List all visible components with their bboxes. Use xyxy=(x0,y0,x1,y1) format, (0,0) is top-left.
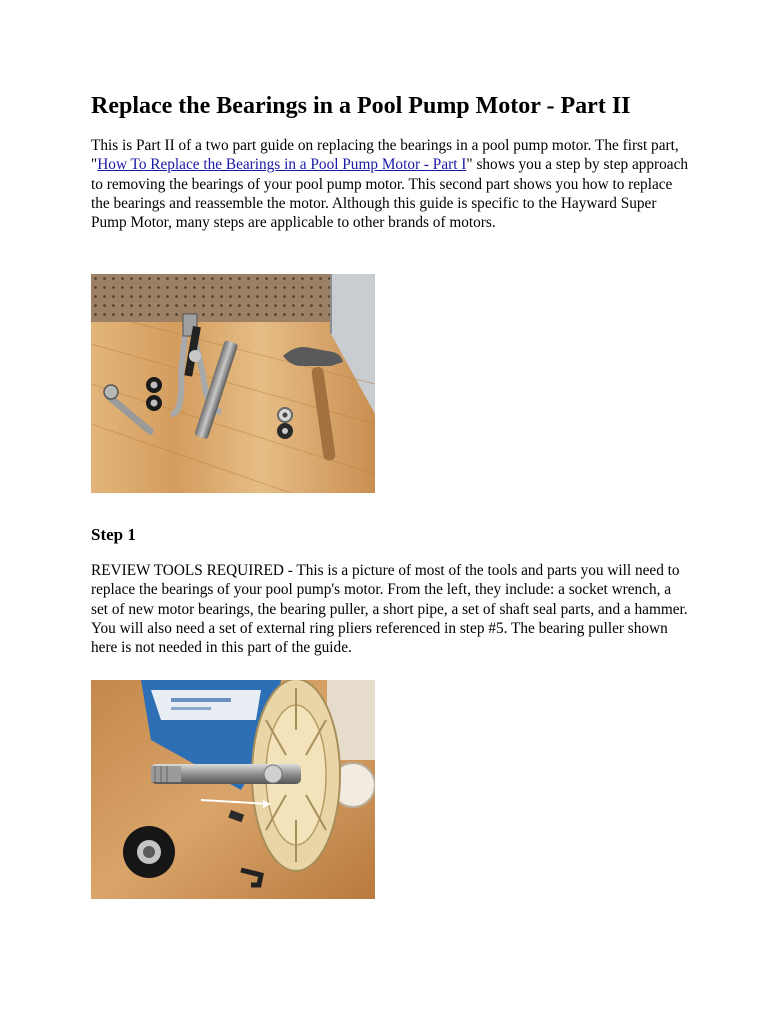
page-title: Replace the Bearings in a Pool Pump Motor - Part II xyxy=(91,93,631,119)
step-1-heading: Step 1 xyxy=(91,525,136,544)
motor-shaft-photo xyxy=(91,680,375,899)
tools-photo xyxy=(91,274,375,493)
part-one-link[interactable]: How To Replace the Bearings in a Pool Pump Motor - Part I xyxy=(97,156,467,174)
intro-paragraph xyxy=(91,136,691,232)
intro-text-after: " shows you a step by step approach to removing the bearings of your pool pump motor. This second part shows you how to replace the bearings and reassemble the motor. Although this guide is specific to the Hayward Super Pump Motor, many steps are applicable to other brands of motors. xyxy=(91,156,689,232)
step-1-text: REVIEW TOOLS REQUIRED - This is a picture of most of the tools and parts you will need to replace the bearings of your pool pump's motor. From the left, they include: a socket wrench, a set of new motor bearings, the bearing puller, a short pipe, a set of shaft seal parts, and a hammer. You will also need a set of external ring pliers referenced in step #5. The bearing puller shown here is not needed in this part of the guide. xyxy=(91,562,688,657)
intro-text-before: This is Part II of a two part guide on replacing the bearings in a pool pump motor. The first part, " xyxy=(91,137,679,174)
